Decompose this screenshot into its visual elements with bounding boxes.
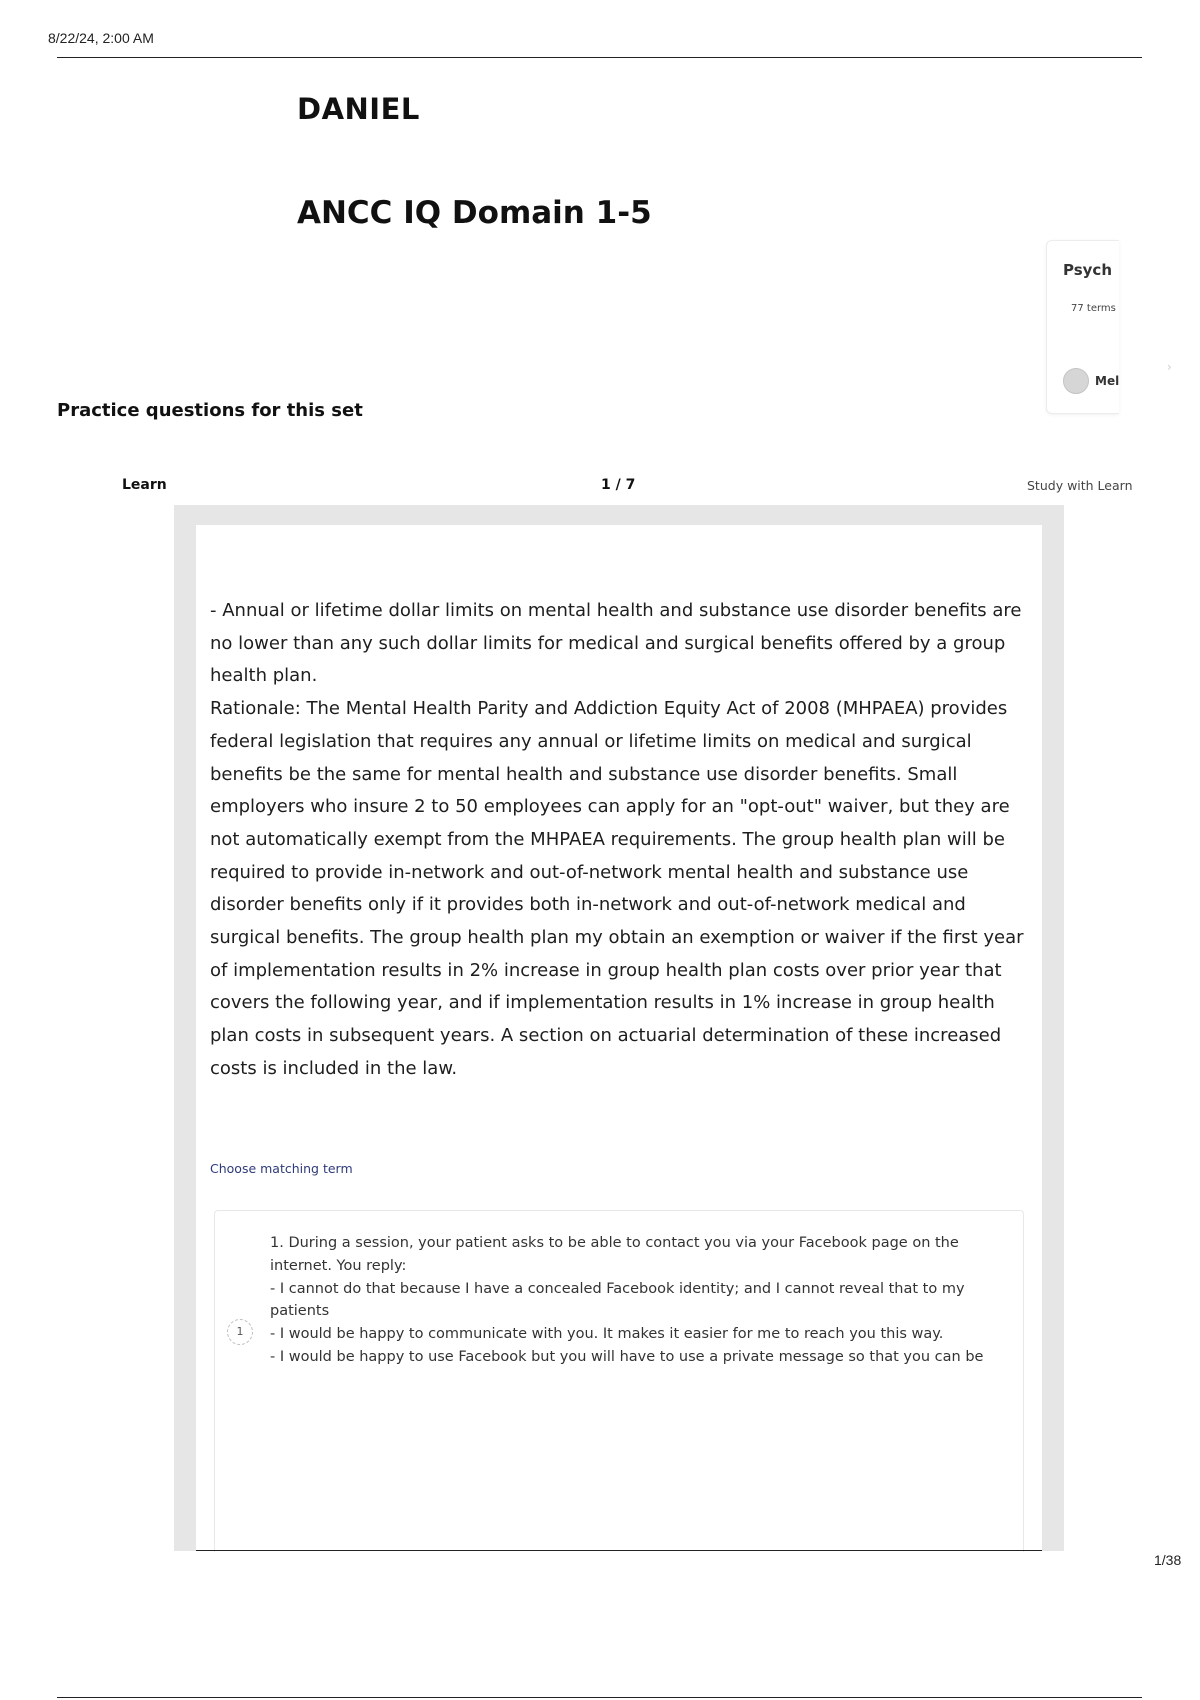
- answer-line: disorder benefits only if it provides both in-network and out-of-network medical and: [210, 894, 966, 916]
- option-line: - I would be happy to communicate with you. It makes it easier for me to reach you this way.: [270, 1326, 944, 1343]
- print-date: 8/22/24, 2:00 AM: [48, 30, 154, 46]
- study-with-learn-link[interactable]: Study with Learn: [1027, 478, 1133, 493]
- choose-matching-term-label: Choose matching term: [210, 1161, 353, 1176]
- answer-option[interactable]: [214, 1210, 1024, 1552]
- top-divider: [57, 57, 1142, 58]
- learn-mode-label: Learn: [122, 477, 167, 493]
- answer-text: [210, 595, 1036, 1086]
- related-set-card[interactable]: [1046, 240, 1119, 414]
- related-set-user: Mel: [1095, 374, 1119, 388]
- answer-line: federal legislation that requires any annual or lifetime limits on medical and surgical: [210, 730, 972, 752]
- option-line: internet. You reply:: [270, 1257, 407, 1274]
- chevron-right-icon[interactable]: ›: [1167, 360, 1172, 374]
- option-line: - I cannot do that because I have a concealed Facebook identity; and I cannot reveal that to my: [270, 1280, 965, 1297]
- answer-line: health plan.: [210, 665, 318, 687]
- answer-line: not automatically exempt from the MHPAEA requirements. The group health plan will be: [210, 828, 1005, 850]
- question-card: [196, 525, 1042, 1551]
- set-title: ANCC IQ Domain 1-5: [297, 195, 652, 231]
- answer-line: of implementation results in 2% increase in group health plan costs over prior year that: [210, 959, 1002, 981]
- page-break-divider: [196, 1550, 1042, 1551]
- question-progress: 1 / 7: [601, 477, 636, 493]
- user-avatar-icon: [1063, 368, 1089, 394]
- answer-line: Rationale: The Mental Health Parity and Addiction Equity Act of 2008 (MHPAEA) provides: [210, 698, 1008, 720]
- option-text: [270, 1232, 1010, 1369]
- practice-heading: Practice questions for this set: [57, 400, 363, 421]
- answer-line: surgical benefits. The group health plan my obtain an exemption or waiver if the first year: [210, 927, 1024, 949]
- answer-line: - Annual or lifetime dollar limits on mental health and substance use disorder benefits are: [210, 600, 1022, 621]
- answer-line: benefits be the same for mental health and substance use disorder benefits. Small: [210, 763, 958, 785]
- footer-divider: [57, 1697, 1142, 1698]
- answer-line: covers the following year, and if implementation results in 1% increase in group health: [210, 992, 995, 1014]
- related-set-title: Psych: [1063, 261, 1113, 279]
- answer-line: costs is included in the law.: [210, 1057, 458, 1079]
- option-line: - I would be happy to use Facebook but you will have to use a private message so that you can be: [270, 1348, 984, 1365]
- page-number: 1/38: [1154, 1552, 1182, 1568]
- answer-line: plan costs in subsequent years. A section on actuarial determination of these increased: [210, 1025, 1002, 1047]
- option-number-badge: 1: [227, 1319, 253, 1345]
- set-author: DANIEL: [297, 92, 420, 126]
- answer-line: no lower than any such dollar limits for medical and surgical benefits offered by a group: [210, 632, 1006, 654]
- answer-line: employers who insure 2 to 50 employees can apply for an "opt-out" waiver, but they are: [210, 796, 1010, 818]
- related-set-terms: 77 terms: [1071, 303, 1116, 314]
- option-line: 1. During a session, your patient asks to be able to contact you via your Facebook page on the: [270, 1235, 959, 1251]
- answer-line: required to provide in-network and out-of-network mental health and substance use: [210, 861, 969, 883]
- option-line: patients: [270, 1303, 330, 1320]
